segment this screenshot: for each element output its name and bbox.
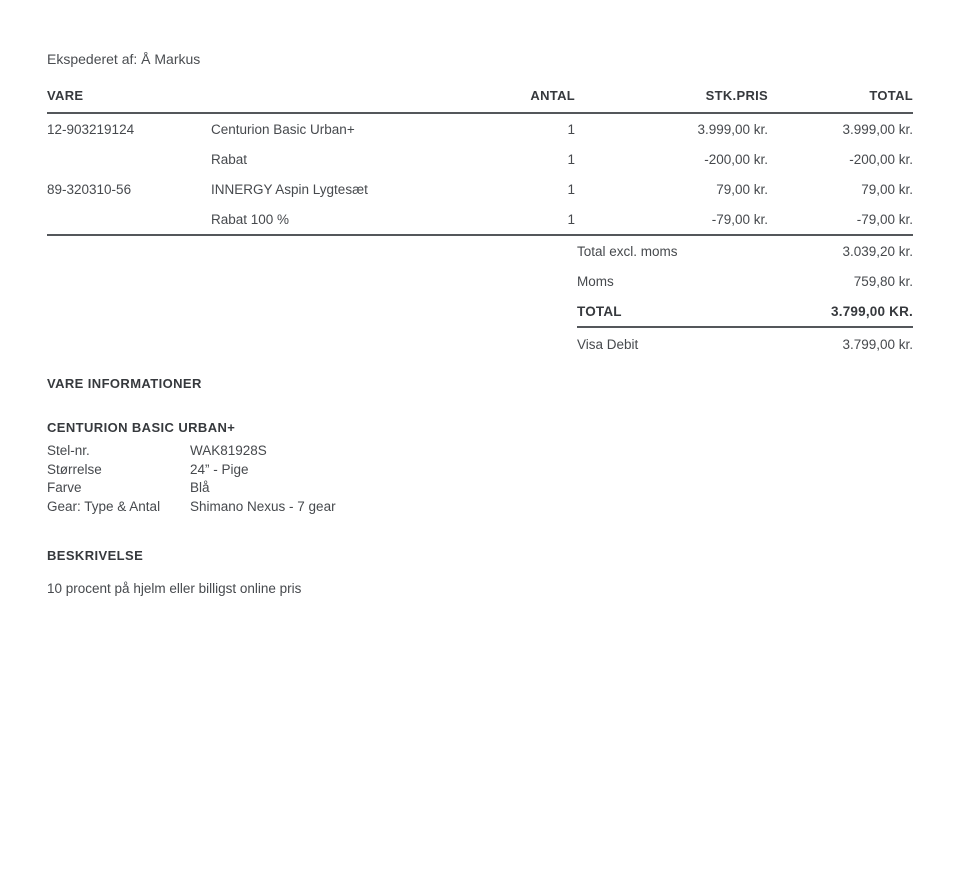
table-row: [47, 204, 913, 235]
items-table-header-row: [47, 88, 913, 113]
product-attribute-row: [47, 442, 913, 461]
table-row: [47, 144, 913, 174]
summary-value: 3.799,00 KR.: [831, 303, 913, 319]
item-name: Rabat 100 %: [211, 204, 407, 235]
table-row: [47, 113, 913, 144]
item-stkpris: -79,00 kr.: [575, 204, 768, 235]
item-antal: 1: [567, 181, 576, 197]
attribute-key: Farve: [47, 480, 82, 495]
description-text: 10 procent på hjelm eller billigst online pris: [47, 581, 302, 596]
item-name: Rabat: [211, 151, 248, 167]
section-title-vare-informationer: VARE INFORMATIONER: [47, 376, 202, 391]
product-title: CENTURION BASIC URBAN+: [47, 420, 236, 435]
item-total: 3.999,00 kr.: [842, 121, 914, 137]
attribute-value: 24” - Pige: [190, 461, 249, 477]
totals-summary: [577, 236, 913, 360]
summary-row-moms: [577, 266, 913, 296]
column-header-stkpris: STK.PRIS: [575, 88, 768, 113]
item-name: Centurion Basic Urban+: [211, 121, 355, 137]
item-antal: 1: [567, 121, 576, 137]
product-attribute-list: [47, 442, 913, 516]
dispatched-by-line: Ekspederet af: Å Markus: [47, 51, 201, 67]
summary-label: Total excl. moms: [577, 243, 678, 259]
items-table: [47, 88, 913, 236]
column-header-total: TOTAL: [768, 88, 913, 113]
payment-method-value: 3.799,00 kr.: [842, 336, 913, 352]
description-block: [47, 548, 913, 596]
item-antal: 1: [407, 204, 575, 235]
column-header-vare: VARE: [47, 88, 407, 113]
item-stkpris: -200,00 kr.: [704, 151, 769, 167]
item-sku: [47, 144, 211, 174]
product-info-block: [47, 420, 913, 516]
attribute-value: Blå: [190, 480, 210, 495]
item-stkpris: 3.999,00 kr.: [697, 121, 769, 137]
summary-label: TOTAL: [577, 303, 622, 319]
payment-method-label: Visa Debit: [577, 336, 639, 352]
table-row: [47, 174, 913, 204]
item-antal: 1: [567, 151, 576, 167]
item-total: -79,00 kr.: [768, 204, 913, 235]
item-sku: 12-903219124: [47, 121, 135, 137]
product-attribute-row: [47, 498, 913, 517]
section-title-beskrivelse: BESKRIVELSE: [47, 548, 144, 563]
item-stkpris: 79,00 kr.: [716, 181, 769, 197]
item-sku: 89-320310-56: [47, 181, 132, 197]
summary-value: 3.039,20 kr.: [842, 243, 913, 259]
item-name: INNERGY Aspin Lygtesæt: [211, 181, 368, 197]
item-total: -200,00 kr.: [849, 151, 914, 167]
attribute-key: Størrelse: [47, 461, 102, 477]
product-attribute-row: [47, 461, 913, 480]
payment-method-row: [577, 328, 913, 360]
summary-value: 759,80 kr.: [853, 273, 913, 289]
summary-row-excl-moms: [577, 236, 913, 266]
item-total: 79,00 kr.: [861, 181, 914, 197]
summary-row-total: [577, 296, 913, 328]
attribute-key: Gear: Type & Antal: [47, 498, 161, 514]
attribute-value: WAK81928S: [190, 443, 267, 458]
summary-label: Moms: [577, 273, 614, 289]
product-attribute-row: [47, 479, 913, 498]
item-sku: [47, 204, 211, 235]
attribute-key: Stel-nr.: [47, 443, 90, 458]
attribute-value: Shimano Nexus - 7 gear: [190, 498, 336, 514]
column-header-antal: ANTAL: [407, 88, 575, 113]
